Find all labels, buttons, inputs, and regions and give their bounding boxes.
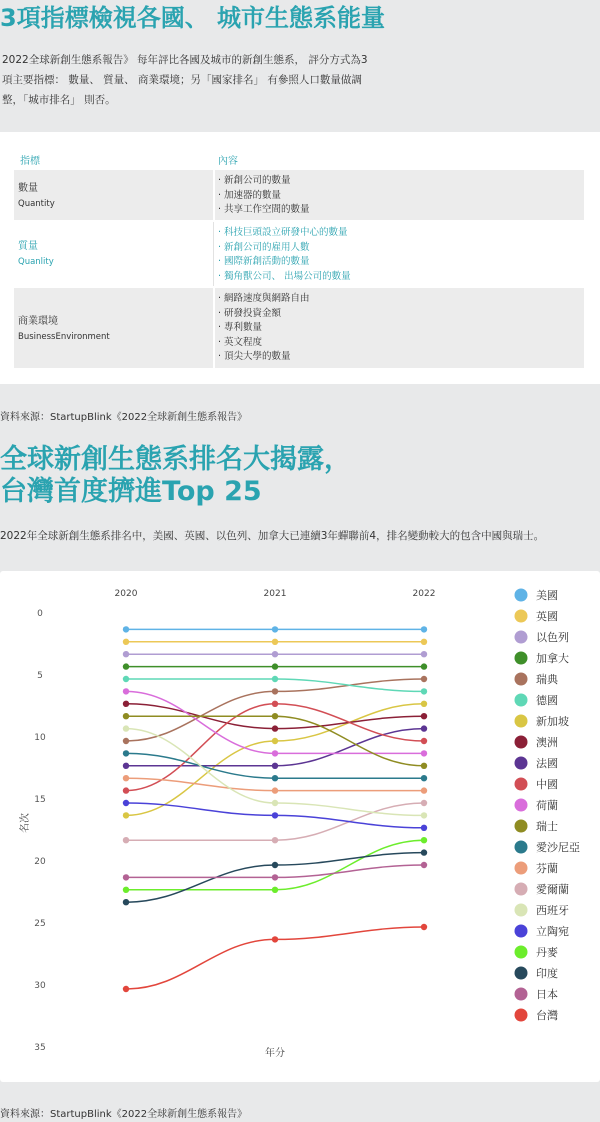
legend-marker — [515, 589, 528, 602]
ranking-line-chart — [0, 571, 600, 1082]
column-divider — [213, 222, 214, 286]
data-point — [123, 701, 129, 707]
legend-label: 法國 — [536, 757, 558, 770]
list-item: · 新創公司的雇用人數 — [218, 241, 351, 256]
data-point — [272, 887, 278, 893]
data-point — [421, 750, 427, 756]
table-header-indicator: 指標 — [20, 156, 40, 167]
table-row-quantity — [14, 170, 584, 220]
legend-marker — [515, 799, 528, 812]
data-point — [272, 775, 278, 781]
data-point — [272, 936, 278, 942]
data-point — [272, 651, 278, 657]
legend-marker — [515, 631, 528, 644]
data-point — [421, 725, 427, 731]
data-point — [272, 763, 278, 769]
row-label-zh: 質量 — [18, 241, 38, 252]
y-tick-label: 20 — [34, 857, 46, 867]
legend-marker — [515, 925, 528, 938]
legend-label: 丹麥 — [536, 946, 558, 959]
list-item: · 獨角獸公司、 出場公司的數量 — [218, 270, 351, 285]
row-items — [218, 226, 351, 284]
legend-label: 立陶宛 — [536, 925, 569, 938]
list-item: · 共享工作空間的數量 — [218, 203, 310, 218]
data-point — [123, 676, 129, 682]
data-point — [421, 862, 427, 868]
row-label — [18, 315, 110, 344]
x-axis-label: 年分 — [265, 1048, 285, 1059]
data-point — [421, 812, 427, 818]
legend-label: 德國 — [536, 694, 558, 707]
section1-title: 3項指標檢視各國、 城市生態系能量 — [0, 4, 386, 32]
data-point — [421, 763, 427, 769]
legend-marker — [515, 778, 528, 791]
data-point — [123, 639, 129, 645]
section1-intro: 2022全球新創生態系報告》 每年評比各國及城市的新創生態系， 評分方式為3項主要指標： 數量、 質量、 商業環境；另「國家排名」 有參照人口數量做調整，「城市排名」 則否。 — [2, 54, 368, 106]
data-point — [421, 701, 427, 707]
legend-marker — [515, 715, 528, 728]
legend-label: 瑞士 — [536, 820, 558, 833]
legend-marker — [515, 610, 528, 623]
data-point — [123, 688, 129, 694]
x-tick-label: 2022 — [412, 589, 436, 599]
data-point — [272, 626, 278, 632]
legend-marker — [515, 946, 528, 959]
legend-marker — [515, 673, 528, 686]
data-point — [421, 713, 427, 719]
data-point — [123, 663, 129, 669]
legend-marker — [515, 820, 528, 833]
data-point — [123, 763, 129, 769]
data-point — [272, 725, 278, 731]
legend-marker — [515, 757, 528, 770]
legend-label: 芬蘭 — [536, 862, 558, 875]
list-item: · 新創公司的數量 — [218, 174, 310, 189]
y-tick-label: 0 — [37, 609, 43, 619]
data-point — [421, 626, 427, 632]
data-point — [421, 837, 427, 843]
data-point — [272, 750, 278, 756]
legend-marker — [515, 736, 528, 749]
legend-label: 印度 — [536, 967, 558, 980]
table-row-business-environment — [14, 288, 584, 368]
column-divider — [213, 170, 215, 220]
row-label — [18, 182, 55, 211]
legend-label: 加拿大 — [536, 652, 569, 665]
data-point — [421, 825, 427, 831]
series-line — [126, 704, 424, 816]
table-row-quality — [14, 222, 584, 286]
row-items — [218, 292, 310, 365]
legend-marker — [515, 883, 528, 896]
data-point — [272, 639, 278, 645]
legend-marker — [515, 694, 528, 707]
legend-label: 美國 — [536, 589, 558, 602]
data-point — [272, 738, 278, 744]
legend-marker — [515, 1009, 528, 1022]
legend-label: 台灣 — [536, 1009, 558, 1022]
section2-title-line2: 台灣首度擠進Top 25 — [0, 476, 262, 507]
list-item: · 加速器的數量 — [218, 189, 310, 204]
legend-label: 新加坡 — [536, 715, 569, 728]
legend-marker — [515, 862, 528, 875]
data-point — [421, 688, 427, 694]
data-point — [421, 849, 427, 855]
y-tick-label: 10 — [34, 733, 46, 743]
data-point — [123, 837, 129, 843]
data-point — [421, 800, 427, 806]
data-point — [123, 713, 129, 719]
data-point — [123, 738, 129, 744]
x-tick-label: 2020 — [114, 589, 138, 599]
data-point — [421, 787, 427, 793]
data-point — [123, 874, 129, 880]
data-point — [123, 899, 129, 905]
data-point — [123, 725, 129, 731]
y-axis-label: 名次 — [20, 813, 31, 833]
list-item: · 國際新創活動的數量 — [218, 255, 351, 270]
data-point — [272, 663, 278, 669]
data-point — [272, 862, 278, 868]
section2-source: 資料來源：StartupBlink《2022全球新創生態系報告》 — [0, 1109, 248, 1120]
list-item: · 專利數量 — [218, 321, 310, 336]
data-point — [421, 663, 427, 669]
legend-marker — [515, 652, 528, 665]
data-point — [123, 887, 129, 893]
y-tick-label: 30 — [34, 981, 46, 991]
data-point — [421, 676, 427, 682]
row-items — [218, 174, 310, 218]
section2-intro: 2022年全球新創生態系排名中，美國、英國、以色列、加拿大已連續3年蟬聯前4，排名變動較大的包含中國與瑞士。 — [0, 530, 545, 542]
row-label-zh: 數量 — [18, 183, 38, 194]
legend-marker — [515, 841, 528, 854]
data-point — [123, 812, 129, 818]
y-tick-label: 15 — [34, 795, 46, 805]
y-tick-label: 35 — [34, 1043, 46, 1053]
legend-marker — [515, 967, 528, 980]
list-item: · 科技巨頭設立研發中心的數量 — [218, 226, 351, 241]
data-point — [123, 750, 129, 756]
data-point — [272, 688, 278, 694]
data-point — [272, 787, 278, 793]
legend-label: 中國 — [536, 778, 558, 791]
legend-label: 愛爾蘭 — [536, 883, 569, 896]
data-point — [123, 775, 129, 781]
data-point — [123, 800, 129, 806]
section2-title — [0, 444, 351, 508]
row-label-zh: 商業環境 — [18, 316, 58, 327]
legend-label: 英國 — [536, 610, 558, 623]
row-label-en: Quantity — [18, 199, 55, 209]
legend-marker — [515, 904, 528, 917]
y-tick-label: 25 — [34, 919, 46, 929]
data-point — [272, 800, 278, 806]
legend-label: 荷蘭 — [536, 799, 558, 812]
column-divider — [213, 288, 215, 368]
data-point — [123, 986, 129, 992]
x-tick-label: 2021 — [263, 589, 287, 599]
row-label — [18, 240, 54, 269]
y-tick-label: 5 — [37, 671, 43, 681]
data-point — [421, 738, 427, 744]
row-label-en: BusinessEnvironment — [18, 332, 110, 342]
data-point — [272, 676, 278, 682]
legend-marker — [515, 988, 528, 1001]
data-point — [421, 924, 427, 930]
legend-label: 澳洲 — [536, 736, 558, 749]
data-point — [272, 874, 278, 880]
section1-source: 資料來源：StartupBlink《2022全球新創生態系報告》 — [0, 412, 248, 423]
legend-label: 愛沙尼亞 — [536, 841, 580, 854]
data-point — [123, 651, 129, 657]
legend-label: 西班牙 — [536, 904, 569, 917]
list-item: · 研發投資金額 — [218, 307, 310, 322]
row-label-en: Quanlity — [18, 257, 54, 267]
table-header-content: 內容 — [218, 156, 238, 167]
data-point — [272, 713, 278, 719]
data-point — [421, 639, 427, 645]
ranking-chart-card — [0, 571, 600, 1082]
list-item: · 頂尖大學的數量 — [218, 350, 310, 365]
data-point — [272, 701, 278, 707]
legend-label: 瑞典 — [536, 673, 558, 686]
section2-title-line1: 全球新創生態系排名大揭露， — [0, 444, 351, 475]
list-item: · 網路速度與網路自由 — [218, 292, 310, 307]
data-point — [123, 787, 129, 793]
series-line — [126, 803, 424, 840]
legend-label: 日本 — [536, 988, 558, 1001]
legend-label: 以色列 — [536, 631, 569, 644]
data-point — [421, 775, 427, 781]
data-point — [272, 812, 278, 818]
data-point — [421, 651, 427, 657]
data-point — [123, 626, 129, 632]
data-point — [272, 837, 278, 843]
list-item: · 英文程度 — [218, 336, 310, 351]
